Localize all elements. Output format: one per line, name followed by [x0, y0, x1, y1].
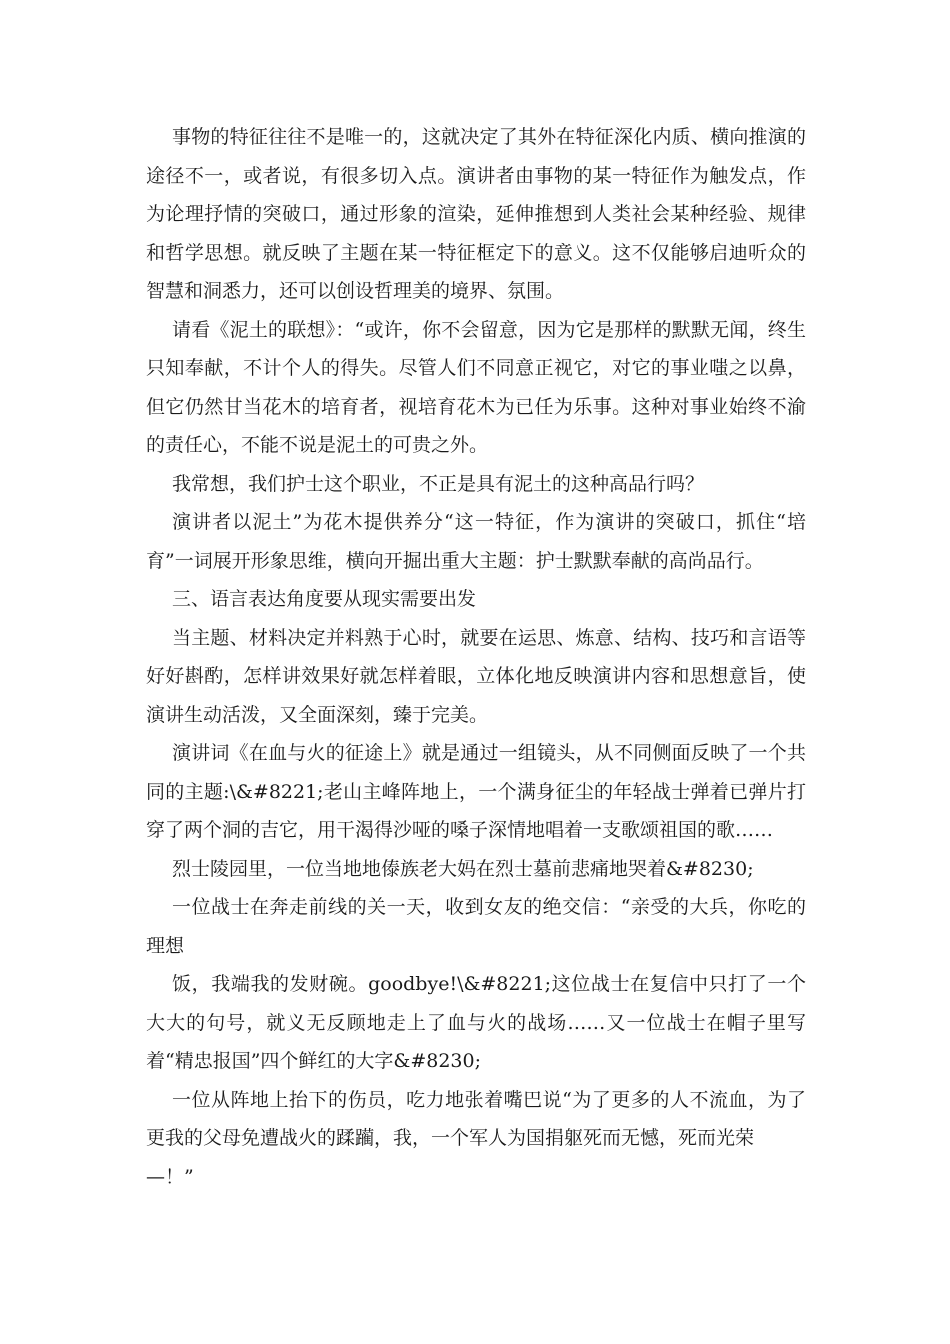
paragraph-blood-fire: 演讲词《在血与火的征途上》就是通过一组镜头，从不同侧面反映了一个共同的主题:\&#8221;老山主峰阵地上，一个满身征尘的年轻战士弹着已弹片打穿了两个洞的吉它，用干渴得沙哑的嗓子深情地唱着一支歌颂祖国的歌…… [146, 742, 806, 841]
paragraph-feature-intro: 事物的特征往往不是唯一的，这就决定了其外在特征深化内质、横向推演的途径不一，或者说，有很多切入点。演讲者由事物的某一特征作为触发点，作为论理抒情的突破口，通过形象的渲染，延伸推想到人类社会某种经验、规律和哲学思想。就反映了主题在某一特征框定下的意义。这不仅能够启迪听众的智慧和洞悉力，还可以创设哲理美的境界、氛围。 [146, 126, 806, 302]
paragraph-mud-analysis: 演讲者以泥土”为花木提供养分“这一特征，作为演讲的突破口，抓住“培育”一词展开形象思维，横向开掘出重大主题：护士默默奉献的高尚品行。 [146, 511, 806, 572]
paragraph-mud-quote: 请看《泥土的联想》：“或许，你不会留意，因为它是那样的默默无闻，终生只知奉献，不计个人的得失。尽管人们不同意正视它，对它的事业嗤之以鼻，但它仍然甘当花木的培育者，视培育花木为已任为乐事。这种对事业始终不渝的责任心，不能不说是泥土的可贵之外。 [146, 318, 806, 456]
paragraph-cemetery: 烈士陵园里，一位当地地傣族老大妈在烈士墓前悲痛地哭着&#8230; [172, 857, 754, 880]
paragraph-wounded-soldier: 一位从阵地上抬下的伤员，吃力地张着嘴巴说“为了更多的人不流血，为了更我的父母免遭战火的蹂躏，我，一个军人为国捐躯死而无憾，死而光荣 [146, 1088, 806, 1149]
paragraph-language-intro: 当主题、材料决定并料熟于心时，就要在运思、炼意、结构、技巧和言语等好好斟酌，怎样讲效果好就怎样着眼，立体化地反映演讲内容和思想意旨，使演讲生动活泼，又全面深刻，臻于完美。 [146, 626, 806, 726]
paragraph-goodbye: 饭，我端我的发财碗。goodbye!\&#8221;这位战士在复信中只打了一个大大的句号，就义无反顾地走上了血与火的战场……又一位战士在帽子里写着“精忠报国”四个鲜红的大字&#8230; [146, 973, 806, 1072]
section-heading-language: 三、语言表达角度要从现实需要出发 [172, 588, 477, 610]
paragraph-breakup-letter: 一位战士在奔走前线的关一天，收到女友的绝交信：“亲受的大兵，你吃的理想 [146, 896, 806, 957]
paragraph-ending: —！” [146, 1165, 194, 1188]
document-page [146, 118, 806, 1196]
paragraph-nurse-question: 我常想，我们护士这个职业，不正是具有泥土的这种高品行吗？ [172, 472, 705, 495]
